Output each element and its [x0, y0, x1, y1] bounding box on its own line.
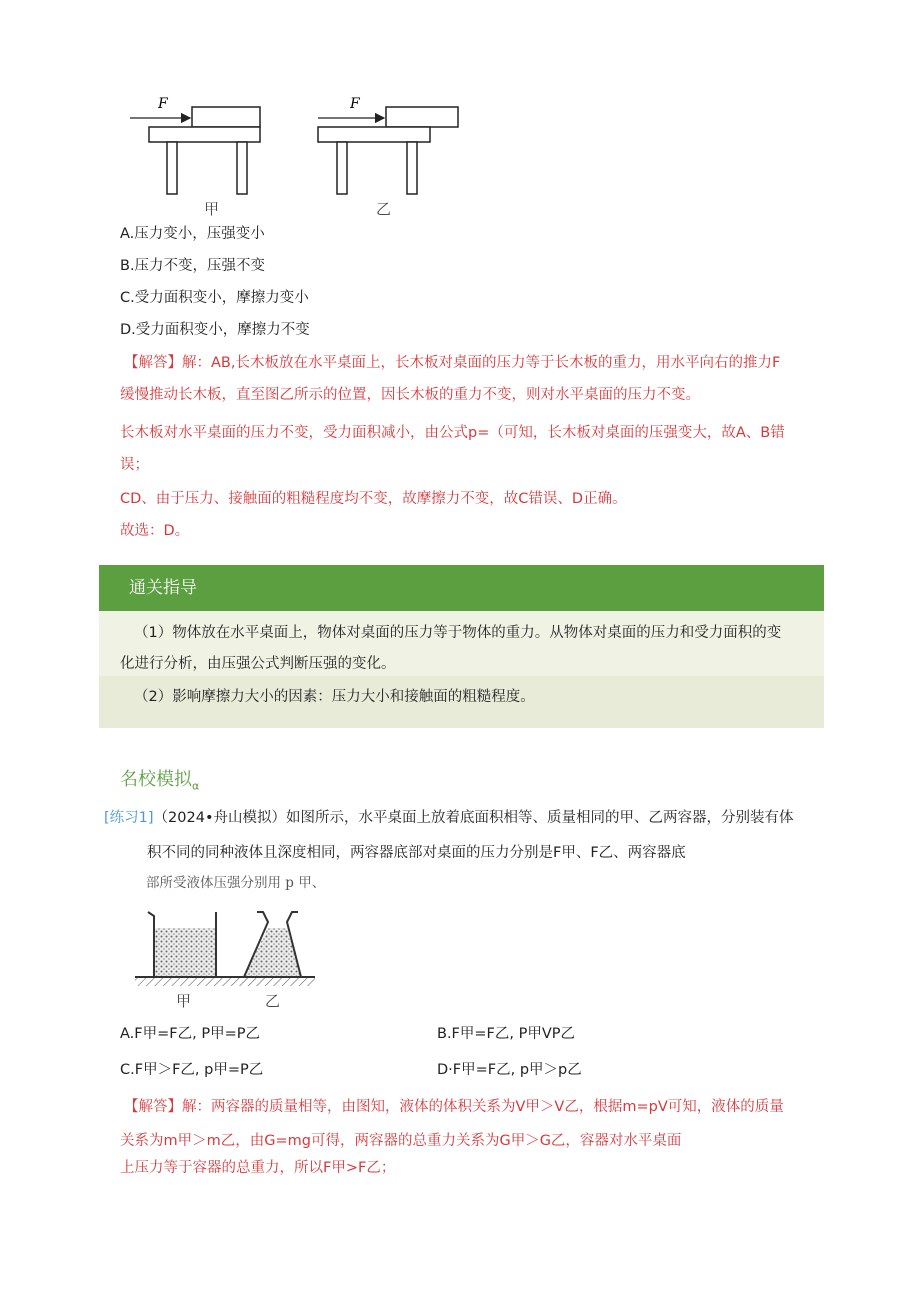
practice-tag: [练习1]: [104, 810, 154, 826]
force-label-left: F: [158, 96, 168, 112]
figure-yi: [318, 96, 458, 218]
caption-container-yi: 乙: [265, 992, 281, 1010]
guide-p1-line2: 化进行分析，由压强公式判断压强的变化。: [120, 656, 396, 672]
practice-question-1: （2024•舟山模拟）如图所示，水平桌面上放着底面积相等、质量相同的甲、乙两容器，分别装有体: [153, 810, 794, 826]
answer-line-3: 长木板对水平桌面的压力不变，受力面积减小，由公式p=（可知，长木板对桌面的压强变大，故A、B错: [120, 425, 785, 441]
caption-jia: 甲: [204, 200, 220, 218]
practice-line-3: 部所受液体压强分别用 p 甲、: [146, 875, 326, 891]
guide-p2: （2）影响摩擦力大小的因素：压力大小和接触面的粗糙程度。: [134, 689, 535, 705]
guide-p1-line1: （1）物体放在水平桌面上，物体对桌面的压力等于物体的重力。从物体对桌面的压力和受力面积的变: [134, 625, 782, 641]
guide-header: [99, 565, 824, 611]
practice-answer-line-2: 关系为m甲＞m乙，由G=mg可得，两容器的总重力关系为G甲＞G乙，容器对水平桌面: [120, 1133, 682, 1149]
guide-title: 通关指导: [129, 578, 197, 598]
answer-line-1: 【解答】解：AB,长木板放在水平桌面上，长木板对桌面的压力等于长木板的重力，用水平向右的推力F: [124, 355, 781, 371]
answer-line-4: 误；: [120, 457, 149, 473]
practice-option-c: C.F甲＞F乙, p甲=P乙: [120, 1062, 264, 1078]
force-label-right: F: [350, 96, 360, 112]
answer-line-2: 缓慢推动长木板，直至图乙所示的位置，因长木板的重力不变，则对水平桌面的压力不变。: [120, 387, 700, 403]
practice-answer-line-1: 【解答】解：两容器的质量相等，由图知，液体的体积关系为V甲＞V乙，根据m=pV可知，液体的质量: [124, 1099, 784, 1115]
practice-line-2: 积不同的同种液体且深度相同，两容器底部对桌面的压力分别是F甲、F乙、两容器底: [147, 845, 686, 861]
practice-option-b: B.F甲=F乙, P甲VP乙: [437, 1026, 576, 1042]
answer-line-5: CD、由于压力、接触面的粗糙程度均不变，故摩擦力不变，故C错误、D正确。: [120, 491, 627, 507]
option-d: D.受力面积变小，摩擦力不变: [120, 322, 310, 338]
caption-container-jia: 甲: [176, 992, 192, 1010]
option-b: B.压力不变，压强不变: [120, 258, 266, 274]
option-c: C.受力面积变小，摩擦力变小: [120, 290, 309, 306]
beaker-jia: [148, 912, 216, 977]
flask-yi: [244, 912, 301, 977]
section-title-text: 名校模拟: [120, 769, 192, 790]
practice-option-d: D·F甲=F乙, p甲＞p乙: [437, 1062, 582, 1078]
caption-yi: 乙: [376, 200, 392, 218]
practice-option-a: A.F甲=F乙, P甲=P乙: [120, 1026, 260, 1042]
ground-hatch: [135, 977, 315, 986]
section-title: [120, 768, 199, 799]
answer-line-6: 故选：D。: [120, 523, 190, 539]
table-board-figure: [120, 90, 470, 220]
practice-line-1: [104, 808, 794, 828]
option-a: A.压力变小，压强变小: [120, 226, 265, 242]
figure-jia: [130, 96, 260, 218]
practice-answer-line-3: 上压力等于容器的总重力，所以F甲>F乙；: [120, 1160, 396, 1176]
containers-figure: [130, 900, 320, 1015]
section-title-suffix: α: [192, 779, 200, 793]
